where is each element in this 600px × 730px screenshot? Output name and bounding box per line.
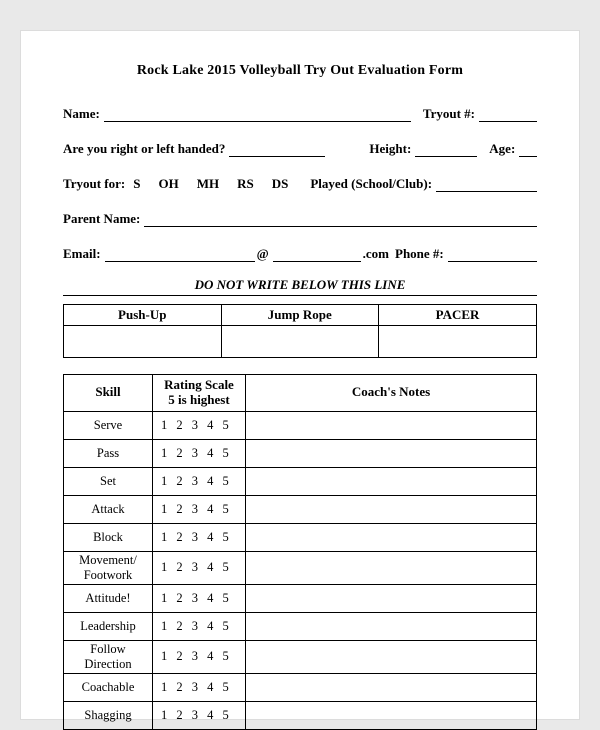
pacer-cell[interactable] — [379, 326, 537, 358]
notes-cell[interactable] — [246, 495, 537, 523]
email-user-field[interactable] — [105, 259, 255, 262]
jumprope-cell[interactable] — [221, 326, 379, 358]
played-field[interactable] — [436, 189, 537, 192]
rating-scale[interactable]: 1 2 3 4 5 — [153, 612, 246, 640]
form-content — [21, 31, 579, 730]
name-field[interactable] — [104, 119, 411, 122]
notice-section — [63, 277, 537, 296]
skill-name: Attitude! — [64, 584, 153, 612]
skill-row — [64, 411, 537, 439]
fitness-table — [63, 304, 537, 358]
skill-row — [64, 467, 537, 495]
tryout-for-label: Tryout for: — [63, 176, 126, 191]
notes-cell[interactable] — [246, 467, 537, 495]
age-label: Age: — [489, 141, 516, 156]
position-option-ds: DS — [271, 176, 289, 191]
name-label: Name: — [63, 106, 100, 121]
form-page — [20, 30, 580, 720]
handed-row — [63, 141, 537, 157]
name-row — [63, 106, 537, 122]
skill-name: Set — [64, 467, 153, 495]
parent-name-row — [63, 211, 537, 227]
skill-name: Coachable — [64, 673, 153, 701]
position-option-oh: OH — [158, 176, 179, 191]
played-label: Played (School/Club): — [310, 176, 433, 191]
phone-label: Phone #: — [395, 246, 444, 261]
phone-field[interactable] — [448, 259, 537, 262]
email-label: Email: — [63, 246, 101, 261]
form-title: Rock Lake 2015 Volleyball Try Out Evaluation Form — [136, 63, 464, 78]
skill-row — [64, 551, 537, 584]
handed-label: Are you right or left handed? — [63, 141, 226, 156]
rating-scale[interactable]: 1 2 3 4 5 — [153, 411, 246, 439]
skill-row — [64, 701, 537, 729]
skill-name: Serve — [64, 411, 153, 439]
fitness-header-row — [64, 305, 537, 326]
pacer-header: PACER — [379, 305, 537, 326]
skill-name: Pass — [64, 439, 153, 467]
rating-header — [153, 375, 246, 412]
notes-cell[interactable] — [246, 640, 537, 673]
skill-row — [64, 640, 537, 673]
fitness-value-row — [64, 326, 537, 358]
skill-name: Attack — [64, 495, 153, 523]
email-row — [63, 246, 537, 262]
notes-cell[interactable] — [246, 612, 537, 640]
skill-name: Leadership — [64, 612, 153, 640]
pushup-cell[interactable] — [64, 326, 222, 358]
notes-cell[interactable] — [246, 411, 537, 439]
tryout-number-label: Tryout #: — [422, 106, 475, 121]
rating-scale[interactable]: 1 2 3 4 5 — [153, 701, 246, 729]
parent-name-label: Parent Name: — [63, 211, 141, 226]
rating-scale[interactable]: 1 2 3 4 5 — [153, 551, 246, 584]
rating-scale[interactable]: 1 2 3 4 5 — [153, 467, 246, 495]
rating-scale[interactable]: 1 2 3 4 5 — [153, 673, 246, 701]
skill-row — [64, 612, 537, 640]
skill-name: Follow Direction — [64, 640, 153, 673]
notice-divider-line — [63, 295, 537, 296]
tryout-for-row — [63, 176, 537, 192]
notes-cell[interactable] — [246, 701, 537, 729]
notes-cell[interactable] — [246, 551, 537, 584]
position-option-mh: MH — [196, 176, 220, 191]
notes-cell[interactable] — [246, 584, 537, 612]
rating-scale[interactable]: 1 2 3 4 5 — [153, 439, 246, 467]
pushup-header: Push-Up — [64, 305, 222, 326]
rating-scale[interactable]: 1 2 3 4 5 — [153, 640, 246, 673]
rating-header-line2: 5 is highest — [168, 391, 230, 407]
skill-row — [64, 495, 537, 523]
position-option-s: S — [133, 176, 141, 191]
skill-row — [64, 523, 537, 551]
skill-row — [64, 439, 537, 467]
rating-scale[interactable]: 1 2 3 4 5 — [153, 495, 246, 523]
skill-row — [64, 673, 537, 701]
email-at-label: @ — [256, 246, 269, 261]
rating-scale[interactable]: 1 2 3 4 5 — [153, 584, 246, 612]
email-dotcom-label: .com — [362, 246, 390, 261]
do-not-write-notice: DO NOT WRITE BELOW THIS LINE — [194, 277, 406, 292]
notes-cell[interactable] — [246, 523, 537, 551]
height-field[interactable] — [415, 154, 477, 157]
handed-field[interactable] — [229, 154, 325, 157]
rating-header-line1: Rating Scale — [164, 377, 234, 392]
skill-name: Shagging — [64, 701, 153, 729]
rating-scale[interactable]: 1 2 3 4 5 — [153, 523, 246, 551]
skill-header: Skill — [64, 375, 153, 412]
jumprope-header: Jump Rope — [221, 305, 379, 326]
skill-row — [64, 584, 537, 612]
tryout-number-field[interactable] — [479, 119, 537, 122]
skill-name: Block — [64, 523, 153, 551]
notes-cell[interactable] — [246, 439, 537, 467]
skills-table — [63, 374, 537, 730]
coachs-notes-header: Coach's Notes — [246, 375, 537, 412]
notes-cell[interactable] — [246, 673, 537, 701]
skills-header-row — [64, 375, 537, 412]
email-domain-field[interactable] — [273, 259, 361, 262]
skill-name: Movement/ Footwork — [64, 551, 153, 584]
age-field[interactable] — [519, 154, 537, 157]
height-label: Height: — [369, 141, 412, 156]
position-option-rs: RS — [237, 176, 254, 191]
parent-name-field[interactable] — [144, 224, 537, 227]
